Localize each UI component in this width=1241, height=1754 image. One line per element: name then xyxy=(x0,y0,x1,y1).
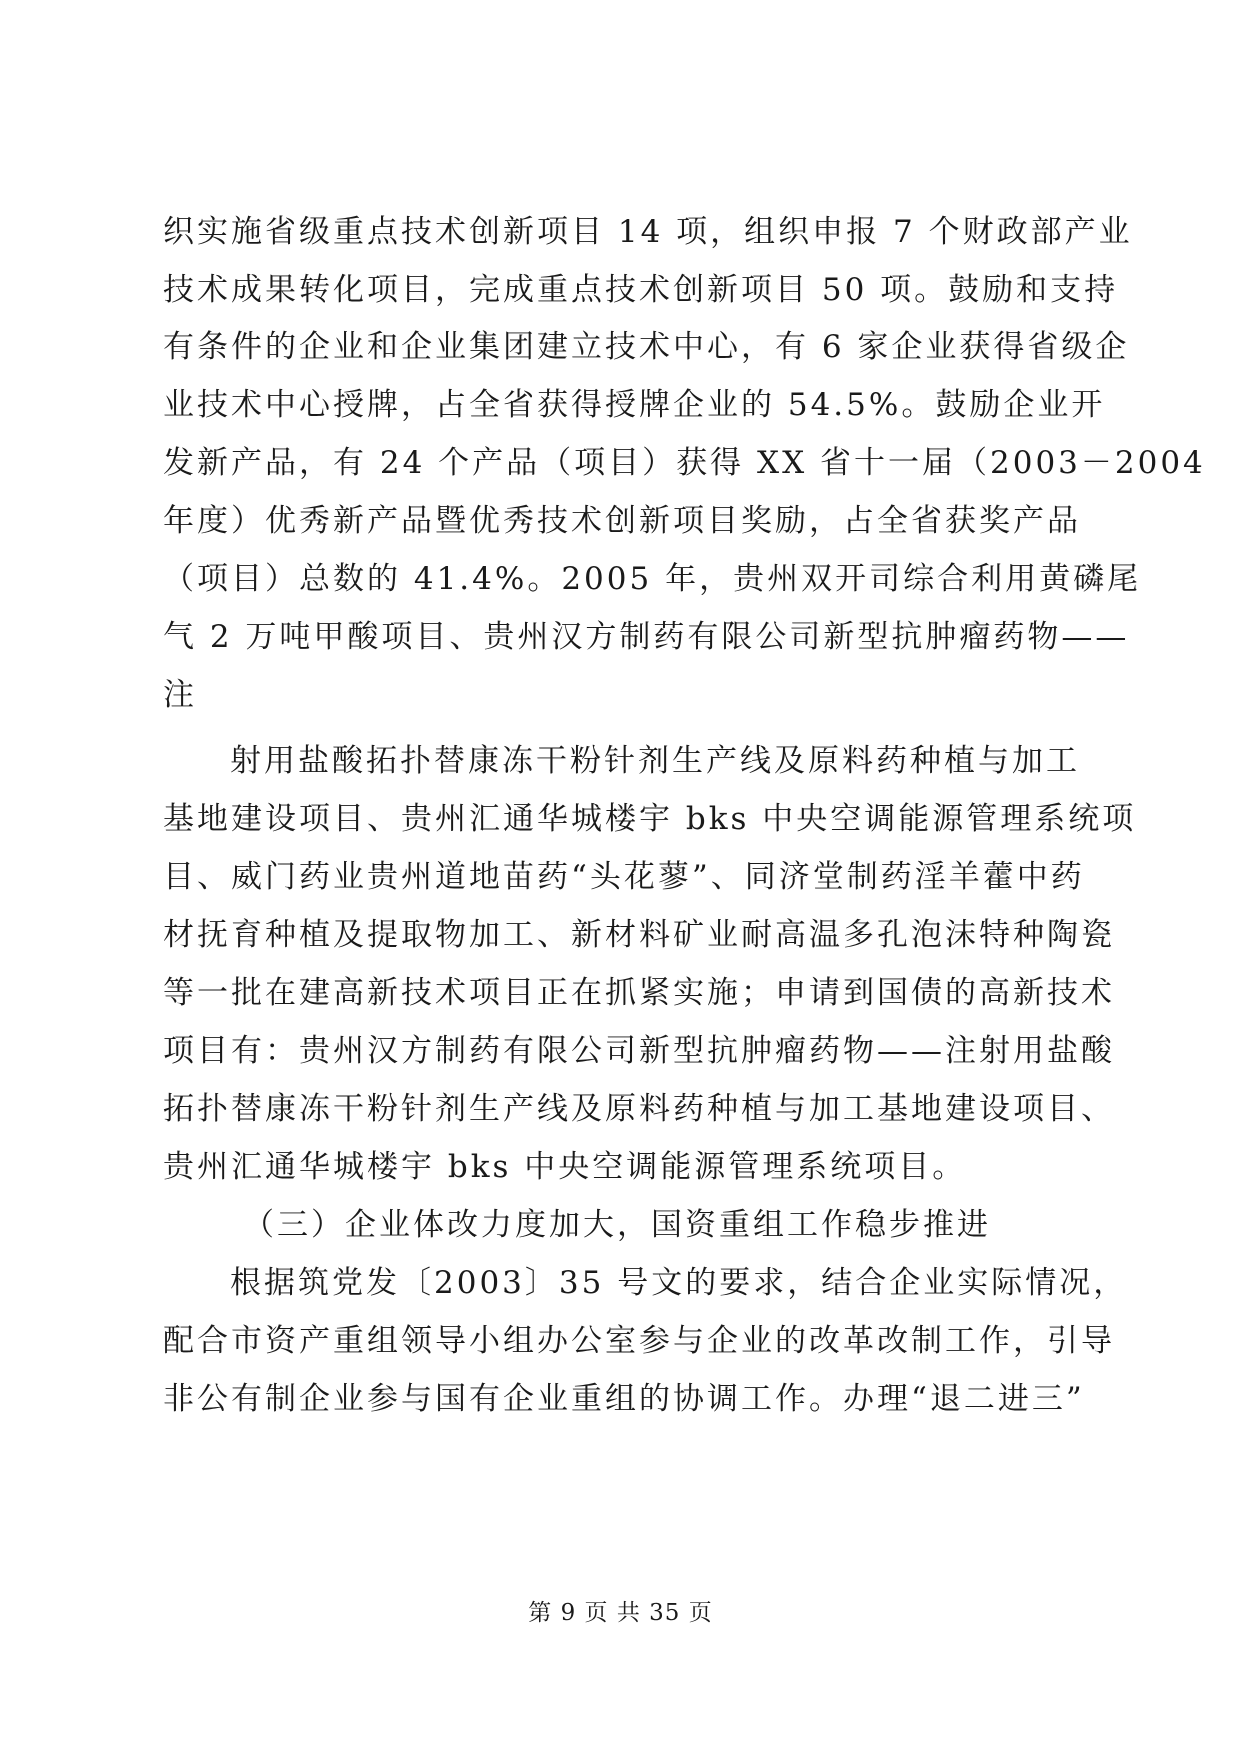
body-line: 目、威门药业贵州道地苗药“头花蓼”、同济堂制药淫羊藿中药 xyxy=(163,859,1085,895)
body-line: 注 xyxy=(163,677,197,713)
section-heading: （三）企业体改力度加大，国资重组工作稳步推进 xyxy=(243,1207,991,1243)
body-line: 气 2 万吨甲酸项目、贵州汉方制药有限公司新型抗肿瘤药物—— xyxy=(163,619,1130,655)
body-line: 基地建设项目、贵州汇通华城楼宇 bks 中央空调能源管理系统项 xyxy=(163,801,1137,837)
body-line: 等一批在建高新技术项目正在抓紧实施；申请到国债的高新技术 xyxy=(163,975,1115,1011)
body-line: 技术成果转化项目，完成重点技术创新项目 50 项。鼓励和支持 xyxy=(163,272,1119,308)
body-line: 项目有：贵州汉方制药有限公司新型抗肿瘤药物——注射用盐酸 xyxy=(163,1033,1115,1069)
body-line: 射用盐酸拓扑替康冻干粉针剂生产线及原料药种植与加工 xyxy=(230,743,1080,779)
body-line: 有条件的企业和企业集团建立技术中心，有 6 家企业获得省级企 xyxy=(163,329,1130,365)
body-line: 发新产品，有 24 个产品（项目）获得 XX 省十一届（2003－2004 xyxy=(163,445,1206,481)
body-line: 业技术中心授牌，占全省获得授牌企业的 54.5%。鼓励企业开 xyxy=(163,387,1106,423)
body-line: 拓扑替康冻干粉针剂生产线及原料药种植与加工基地建设项目、 xyxy=(163,1091,1115,1127)
body-line: 根据筑党发〔2003〕35 号文的要求，结合企业实际情况， xyxy=(230,1265,1128,1301)
body-line: （项目）总数的 41.4%。2005 年，贵州双开司综合利用黄磷尾 xyxy=(163,561,1142,597)
page-footer: 第 9 页 共 35 页 xyxy=(528,1600,713,1626)
body-line: 材抚育种植及提取物加工、新材料矿业耐高温多孔泡沫特种陶瓷 xyxy=(163,917,1115,953)
body-line: 贵州汇通华城楼宇 bks 中央空调能源管理系统项目。 xyxy=(163,1149,967,1185)
body-line: 年度）优秀新产品暨优秀技术创新项目奖励，占全省获奖产品 xyxy=(163,503,1081,539)
body-line: 非公有制企业参与国有企业重组的协调工作。办理“退二进三” xyxy=(163,1381,1085,1417)
body-line: 织实施省级重点技术创新项目 14 项，组织申报 7 个财政部产业 xyxy=(163,214,1133,250)
body-line: 配合市资产重组领导小组办公室参与企业的改革改制工作，引导 xyxy=(163,1323,1115,1359)
